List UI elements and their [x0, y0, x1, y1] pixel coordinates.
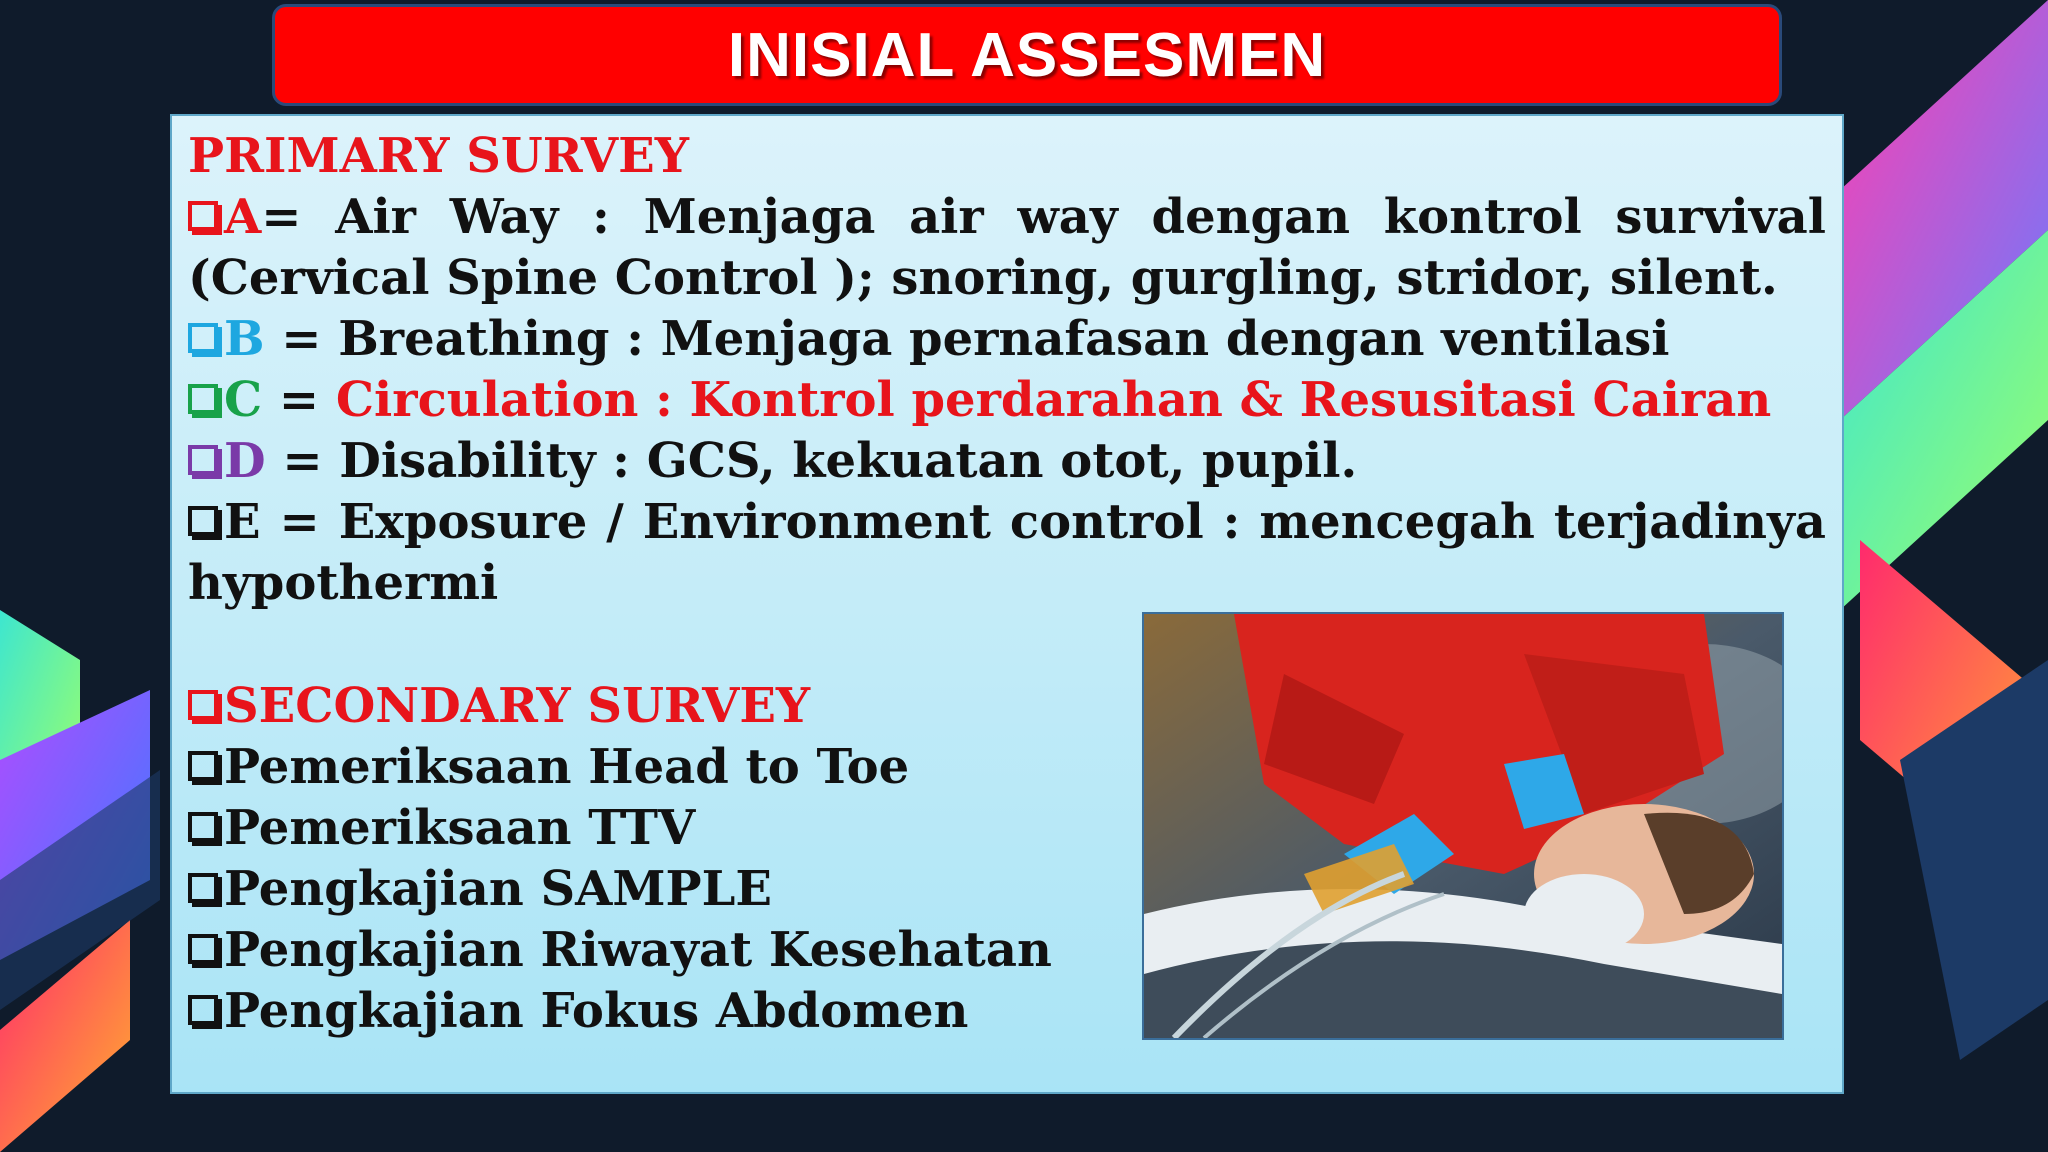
checkbox-icon — [188, 751, 218, 781]
secondary-survey-heading: SECONDARY SURVEY — [188, 676, 1826, 737]
emergency-care-photo — [1142, 612, 1784, 1040]
slide-title: INISIAL ASSESMEN — [727, 20, 1327, 90]
list-item: Pengkajian Fokus Abdomen — [188, 981, 1826, 1042]
item-c: C = Circulation : Kontrol perdarahan & Resusitasi Cairan — [188, 370, 1826, 431]
list-item: Pemeriksaan TTV — [188, 798, 1826, 859]
checkbox-icon — [188, 690, 218, 720]
list-item: Pengkajian SAMPLE — [188, 859, 1826, 920]
primary-survey-heading: PRIMARY SURVEY — [188, 128, 689, 184]
item-e — [188, 492, 1826, 553]
item-a-continued: (Cervical Spine Control ); snoring, gurgling, stridor, silent. — [188, 250, 1778, 306]
title-bar — [272, 4, 1782, 106]
item-a-text: = Air Way : Menjaga air way dengan kontrol survival — [261, 189, 1826, 245]
item-e-continued: hypothermi — [188, 555, 499, 611]
item-d — [188, 431, 1826, 492]
photo-illustration — [1144, 614, 1782, 1038]
item-b-text: = Breathing : Menjaga pernafasan dengan ventilasi — [264, 311, 1670, 367]
item-e-text: E = Exposure / Environment control : mencegah terjadinya — [224, 494, 1826, 550]
checkbox-icon — [188, 445, 218, 475]
checkbox-icon — [188, 323, 218, 353]
item-b-marker: B — [188, 311, 265, 367]
list-item: Pemeriksaan Head to Toe — [188, 737, 1826, 798]
checkbox-icon — [188, 995, 218, 1025]
item-b — [188, 309, 1826, 370]
item-c-marker: C — [188, 372, 262, 428]
item-d-marker: D — [188, 433, 266, 489]
checkbox-icon — [188, 873, 218, 903]
item-a-marker: A — [188, 189, 261, 245]
checkbox-icon — [188, 384, 218, 414]
checkbox-icon — [188, 506, 218, 536]
checkbox-icon — [188, 934, 218, 964]
item-a — [188, 187, 1826, 248]
item-c-text: Circulation : Kontrol perdarahan & Resusitasi Cairan — [335, 372, 1772, 428]
list-item: Pengkajian Riwayat Kesehatan — [188, 920, 1826, 981]
checkbox-icon — [188, 812, 218, 842]
item-d-text: = Disability : GCS, kekuatan otot, pupil. — [265, 433, 1358, 489]
checkbox-icon — [188, 201, 218, 231]
